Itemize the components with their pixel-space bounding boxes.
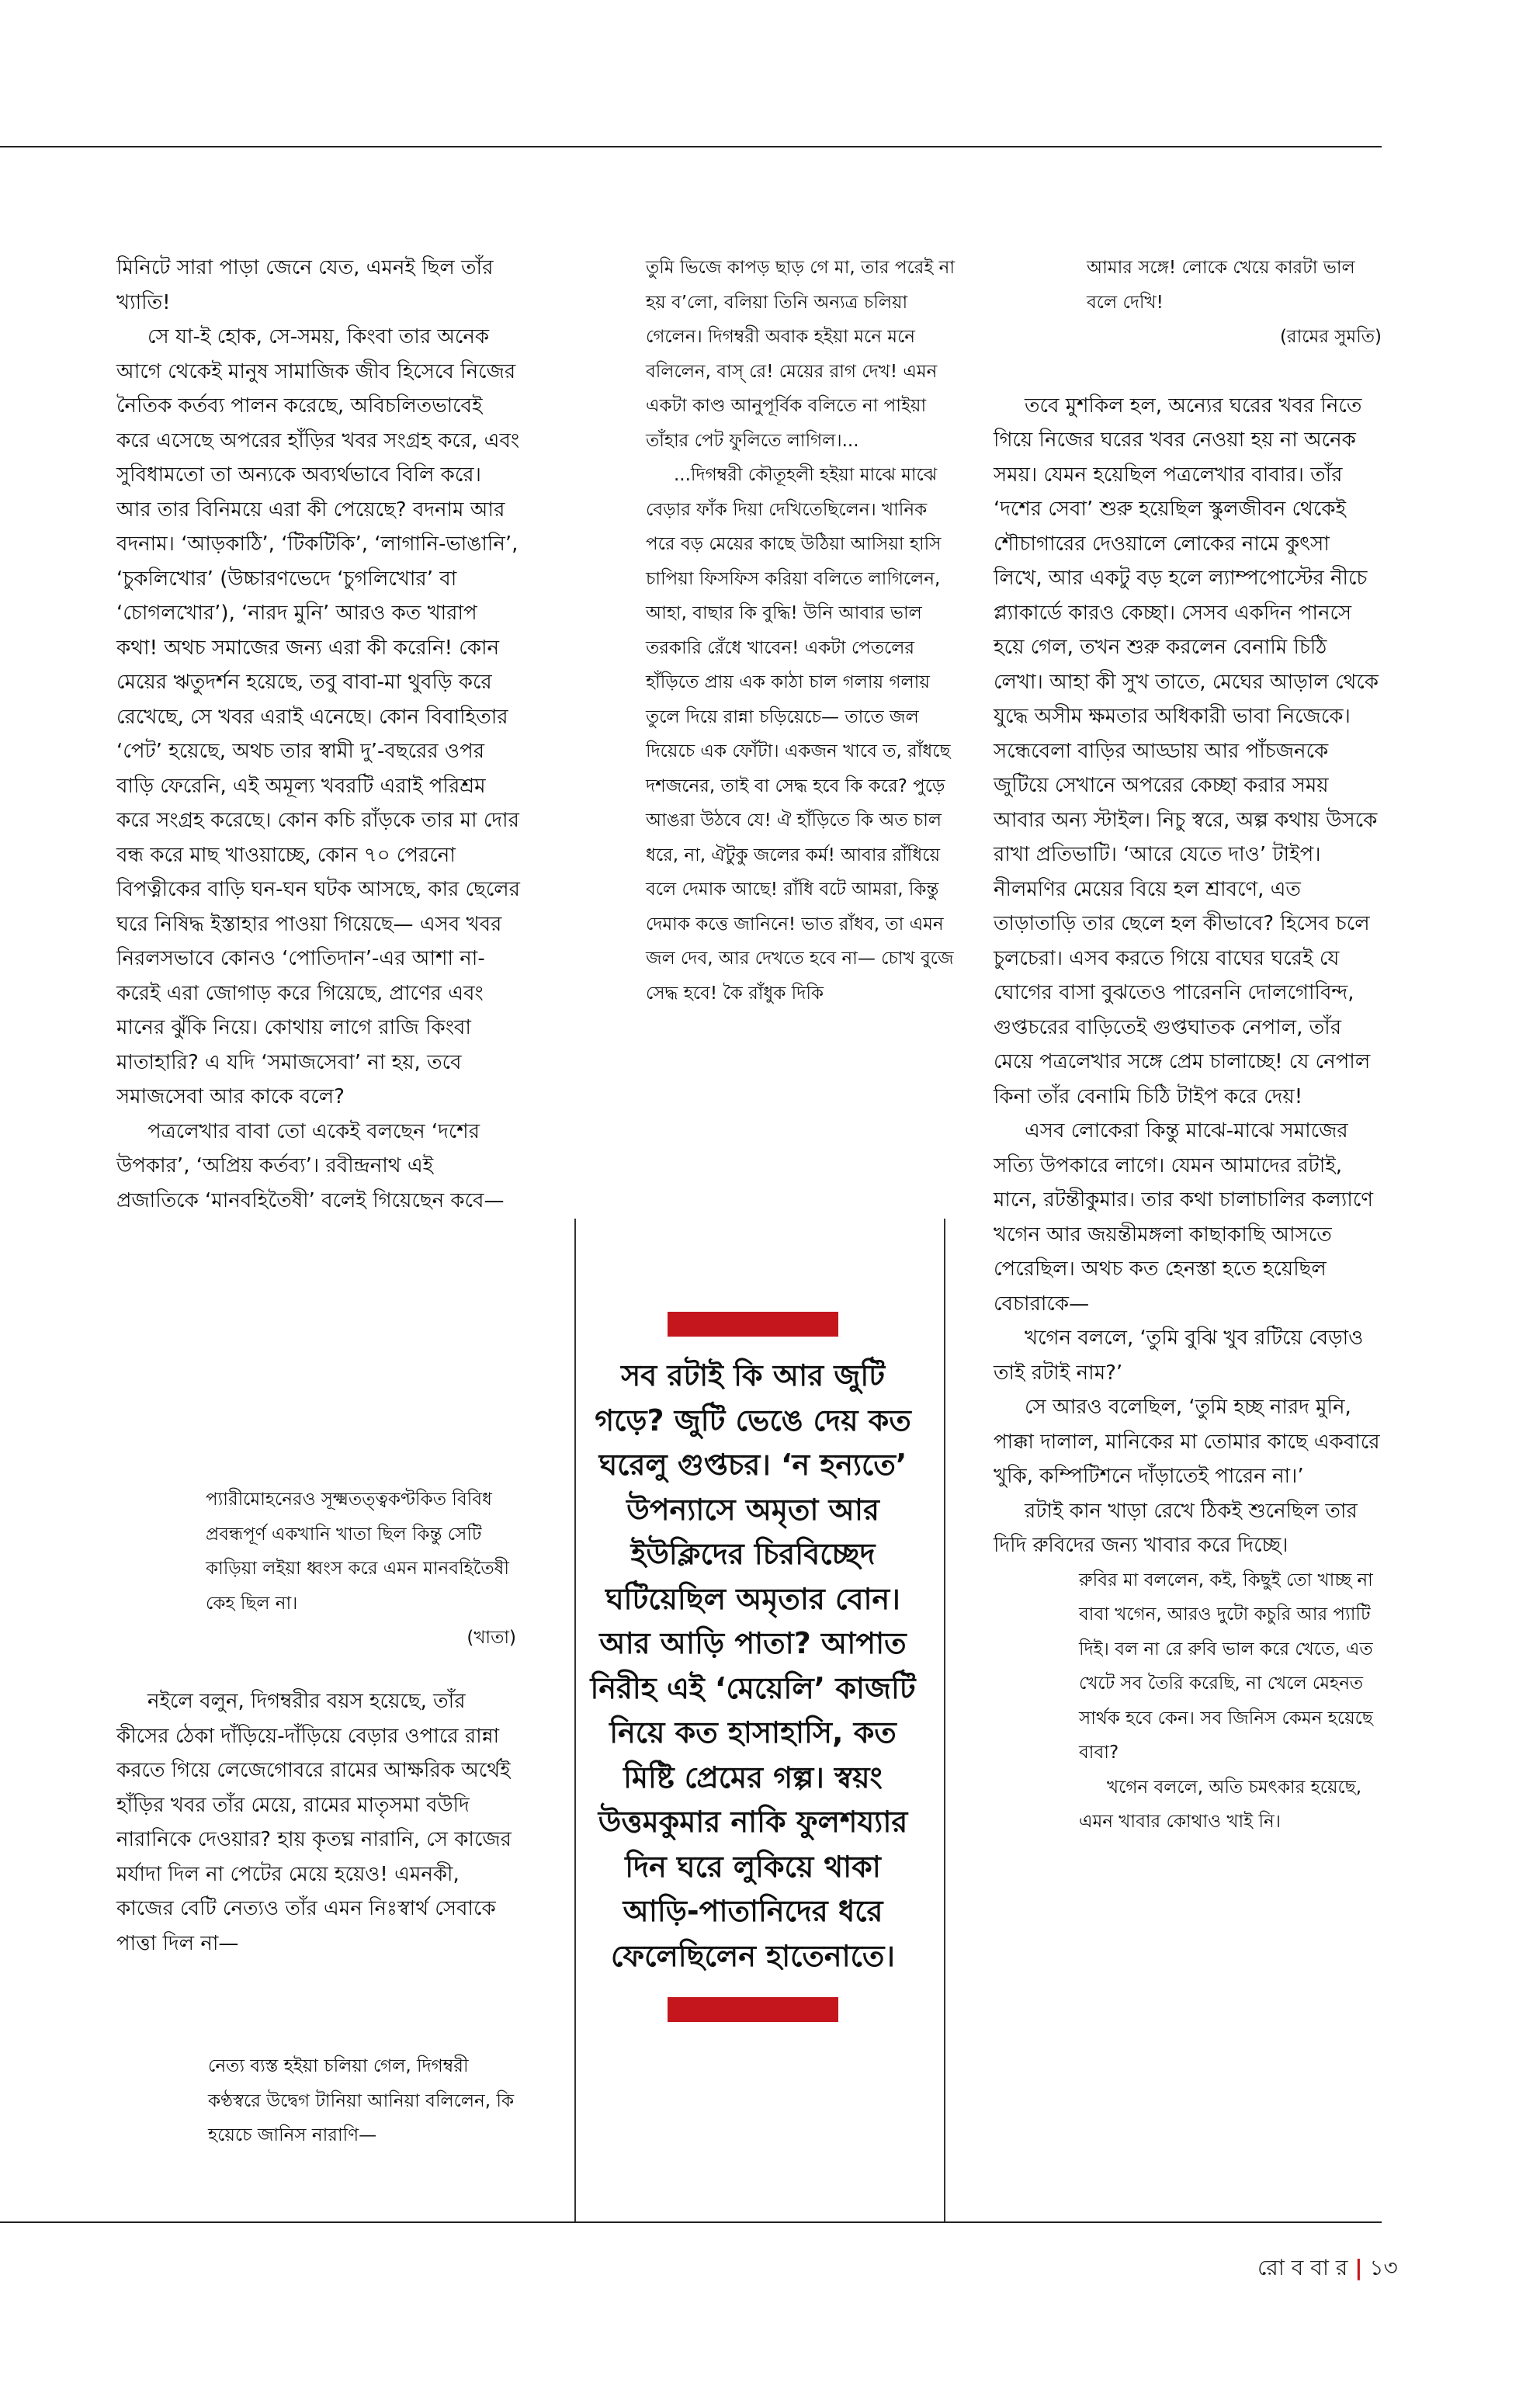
pullquote-accent-bar xyxy=(668,1312,838,1337)
quote-netya xyxy=(208,2049,519,2153)
column-divider xyxy=(944,1219,945,2221)
quote-khata xyxy=(206,1483,516,1656)
paragraph: মিনিটে সারা পাড়া জেনে যেত, এমনই ছিল তাঁর খ্যাতি! xyxy=(116,256,494,314)
quote-text: খগেন বললে, অতি চমৎকার হয়েছে, এমন খাবার কোথাও খাই নি। xyxy=(1079,1777,1362,1832)
column-3 xyxy=(994,251,1382,1840)
quote-text: নেত্য ব্যস্ত হইয়া চলিয়া গেল, দিগম্বরী কণ্ঠস্বরে উদ্বেগ টানিয়া আনিয়া বলিলেন, কি হয়েচে জানিস নারাণি— xyxy=(208,2056,515,2145)
quote-text: ...দিগম্বরী কৌতূহলী হইয়া মাঝে মাঝে বেড়ার ফাঁক দিয়া দেখিতেছিলেন। খানিক পরে বড় মেয়ের কাছে উঠিয়া আসিয়া হাসি চাপিয়া ফিসফিস করিয়া বলিতে লাগিলেন, আহা, বাছার কি বুদ্ধি! উনি আবার ভাল তরকারি রেঁধে খাবেন! একটা পেতলের হাঁড়িতে প্রায় এক কাঠা চাল গলায় গলায় তুলে দিয়ে রান্না চড়িয়েচে— তাতে জল দিয়েচে এক ফোঁটা। একজন খাবে ত, রাঁধছে দশজনের, তাই বা সেদ্ধ হবে কি করে? পুড়ে আঙরা উঠবে যে! ঐ হাঁড়িতে কি অত চাল ধরে, না, ঐটুকু জলের কর্ম! আবার রাঁধিয়ে বলে দেমাক আছে! রাঁধি বটে আমরা, কিন্তু দেমাক কত্তে জানিনে! ভাত রাঁধব, তা এমন জল দেব, আর দেখতে হবে না— চোখ বুজে সেদ্ধ হবে! কৈ রাঁধুক দিকি xyxy=(646,465,954,1004)
quote-text: রুবির মা বললেন, কই, কিছুই তো খাচ্ছ না বাবা খগেন, আরও দুটো কচুরি আর প্যাটি দিই। বল না রে রুবি ভাল করে খেতে, এত খেটে সব তৈরি করেছি, না খেলে মেহনত সার্থক হবে কেন। সব জিনিস কেমন হয়েছে বাবা? xyxy=(1079,1569,1373,1763)
quote-text: তুমি ভিজে কাপড় ছাড় গে মা, তার পরেই না হয় ব’লো, বলিয়া তিনি অন্যত্র চলিয়া গেলেন। দিগম্বরী অবাক হইয়া মনে মনে বলিলেন, বাস্ রে! মেয়ের রাগ দেখ! এমন একটা কাণ্ড আনুপূর্বিক বলিতে না পাইয়া তাঁহার পেট ফুলিতে লাগিল।... xyxy=(646,258,956,451)
column-2 xyxy=(646,251,956,1011)
quote-attribution: (রামের সুমতি) xyxy=(1279,327,1382,347)
page-footer xyxy=(1257,2251,1398,2287)
paragraph: খগেন বললে, ‘তুমি বুঝি খুব রটিয়ে বেড়াও তাই রটাই নাম?’ xyxy=(994,1327,1364,1385)
page-number: ১৩ xyxy=(1369,2255,1398,2280)
paragraph: নইলে বলুন, দিগম্বরীর বয়স হয়েছে, তাঁর কীসের ঠেকা দাঁড়িয়ে-দাঁড়িয়ে বেড়ার ওপারে রান্না করতে গিয়ে লেজেগোবরে রামের আক্ষরিক অর্থেই হাঁড়ির খবর তাঁর মেয়ে, রামের মাতৃসমা বউদি নারানিকে দেওয়ার? হায় কৃতঘ্ন নারানি, সে কাজের মর্যাদা দিল না পেটের মেয়ে হয়েও! এমনকী, কাজের বেটি নেত্যও তাঁর এমন নিঃস্বার্থ সেবাকে পাত্তা দিল না— xyxy=(116,1690,512,1955)
column-divider xyxy=(574,1219,576,2221)
paragraph: সে যা-ই হোক, সে-সময়, কিংবা তার অনেক আগে থেকেই মানুষ সামাজিক জীব হিসেবে নিজের নৈতিক কর্তব্য পালন করেছে, অবিচলিতভাবেই করে এসেছে অপরের হাঁড়ির খবর সংগ্রহ করে, এবং সুবিধামতো তা অন্যকে অব্যর্থভাবে বিলি করে। আর তার বিনিময়ে এরা কী পেয়েছে? বদনাম আর বদনাম। ‘আড়কাঠি’, ‘টিকটিকি’, ‘লাগানি-ভাঙানি’, ‘চুকলিখোর’ (উচ্চারণভেদে ‘চুগলিখোর’ বা ‘চোগলখোর’), ‘নারদ মুনি’ আরও কত খারাপ কথা! অথচ সমাজের জন্য এরা কী করেনি! কোন মেয়ের ঋতুদর্শন হয়েছে, তবু বাবা-মা থুবড়ি করে রেখেছে, সে খবর এরাই এনেছে। কোন বিবাহিতার ‘পেট’ হয়েছে, অথচ তার স্বামী দু’-বছরের ওপর বাড়ি ফেরেনি, এই অমূল্য খবরটি এরাই পরিশ্রম করে সংগ্রহ করেছে। কোন কচি রাঁড়কে তার মা দোর বন্ধ করে মাছ খাওয়াচ্ছে, কোন ৭০ পেরনো বিপত্নীকের বাড়ি ঘন-ঘন ঘটক আসছে, কার ছেলের ঘরে নিষিদ্ধ ইস্তাহার পাওয়া গিয়েছে— এসব খবর নিরলসভাবে কোনও ‘পোতিদান’-এর আশা না-করেই এরা জোগাড় করে গিয়েছে, প্রাণের এবং মানের ঝুঁকি নিয়ে। কোথায় লাগে রাজি কিংবা মাতাহারি? এ যদি ‘সমাজসেবা’ না হয়, তবে সমাজসেবা আর কাকে বলে? xyxy=(116,325,520,1108)
quote-attribution: (খাতা) xyxy=(467,1628,516,1648)
column-1-lower xyxy=(116,1684,520,1961)
paragraph: পত্রলেখার বাবা তো একেই বলছেন ‘দশের উপকার’, ‘অপ্রিয় কর্তব্য’। রবীন্দ্রনাথ এই প্রজাতিকে ‘মানবহিতৈষী’ বলেই গিয়েছেন কবে— xyxy=(116,1119,505,1212)
column-1 xyxy=(116,251,520,1218)
pull-quote xyxy=(590,1312,916,2022)
paragraph: সে আরও বলেছিল, ‘তুমি হচ্ছ নারদ মুনি, পাক্কা দালাল, মানিকের মা তোমার কাছে একবারে খুকি, কম্পিটিশনে দাঁড়াতেই পারেন না।’ xyxy=(994,1396,1380,1488)
paragraph: এসব লোকেরা কিন্তু মাঝে-মাঝে সমাজের সত্যি উপকারে লাগে। যেমন আমাদের রটাই, মানে, রটন্তীকুমার। তার কথা চালাচালির কল্যাণে খগেন আর জয়ন্তীমঙ্গলা কাছাকাছি আসতে পেরেছিল। অথচ কত হেনস্তা হতে হয়েছিল বেচারাকে— xyxy=(994,1119,1374,1316)
quote-ramer-sumati xyxy=(994,251,1382,355)
quote-text: আমার সঙ্গে! লোকে খেয়ে কারটা ভাল বলে দেখি! xyxy=(1087,258,1355,313)
paragraph: রটাই কান খাড়া রেখে ঠিকই শুনেছিল তার দিদি রুবিদের জন্য খাবার করে দিচ্ছে। xyxy=(994,1499,1358,1557)
pullquote-text: সব রটাই কি আর জুটি গড়ে? জুটি ভেঙে দেয় কত ঘরেলু গুপ্তচর। ‘ন হন্যতে’ উপন্যাসে অমৃতা আর ইউক্লিদের চিরবিচ্ছেদ ঘটিয়েছিল অমৃতার বোন। আর আড়ি পাতা? আপাত নিরীহ এই ‘মেয়েলি’ কাজটি নিয়ে কত হাসাহাসি, কত মিষ্টি প্রেমের গল্প। স্বয়ং উত্তমকুমার নাকি ফুলশয্যার দিন ঘরে লুকিয়ে থাকা আড়ি-পাতানিদের ধরে ফেলেছিলেন হাতেনাতে। xyxy=(590,1358,916,1973)
pullquote-accent-bar xyxy=(668,1997,838,2022)
bottom-rule xyxy=(0,2221,1382,2223)
magazine-name: রো ব বা র xyxy=(1257,2255,1348,2280)
top-rule xyxy=(0,146,1382,147)
paragraph: তবে মুশকিল হল, অন্যের ঘরের খবর নিতে গিয়ে নিজের ঘরের খবর নেওয়া হয় না অনেক সময়। যেমন হয়েছিল পত্রলেখার বাবার। তাঁর ‘দশের সেবা’ শুরু হয়েছিল স্কুলজীবন থেকেই শৌচাগারের দেওয়ালে লোকের নামে কুৎসা লিখে, আর একটু বড় হলে ল্যাম্পপোস্টের নীচে প্ল্যাকার্ডে কারও কেচ্ছা। সেসব একদিন পানসে হয়ে গেল, তখন শুরু করলেন বেনামি চিঠি লেখা। আহা কী সুখ তাতে, মেঘের আড়াল থেকে যুদ্ধে অসীম ক্ষমতার অধিকারী ভাবা নিজেকে। সন্ধেবেলা বাড়ির আড্ডায় আর পাঁচজনকে জুটিয়ে সেখানে অপরের কেচ্ছা করার সময় আবার অন্য স্টাইল। নিচু স্বরে, অল্প কথায় উসকে রাখা প্রতিভাটি। ‘আরে যেতে দাও’ টাইপ। নীলমণির মেয়ের বিয়ে হল শ্রাবণে, এত তাড়াতাড়ি তার ছেলে হল কীভাবে? হিসেব চলে চুলচেরা। এসব করতে গিয়ে বাঘের ঘরেই যে ঘোগের বাসা বুঝতেও পারেননি দোলগোবিন্দ, গুপ্তচরের বাড়িতেই গুপ্তঘাতক নেপাল, তাঁর মেয়ে পত্রলেখার সঙ্গে প্রেম চালাচ্ছে! যে নেপাল কিনা তাঁর বেনামি চিঠি টাইপ করে দেয়! xyxy=(994,394,1379,1108)
footer-separator: | xyxy=(1354,2255,1363,2280)
quote-rubi xyxy=(994,1563,1382,1840)
quote-text: প্যারীমোহনেরও সূক্ষ্মতত্ত্বকণ্টকিত বিবিধ প্রবন্ধপূর্ণ একখানি খাতা ছিল কিন্তু সেটি কাড়িয়া লইয়া ধ্বংস করে এমন মানবহিতৈষী কেহ ছিল না। xyxy=(206,1490,509,1614)
